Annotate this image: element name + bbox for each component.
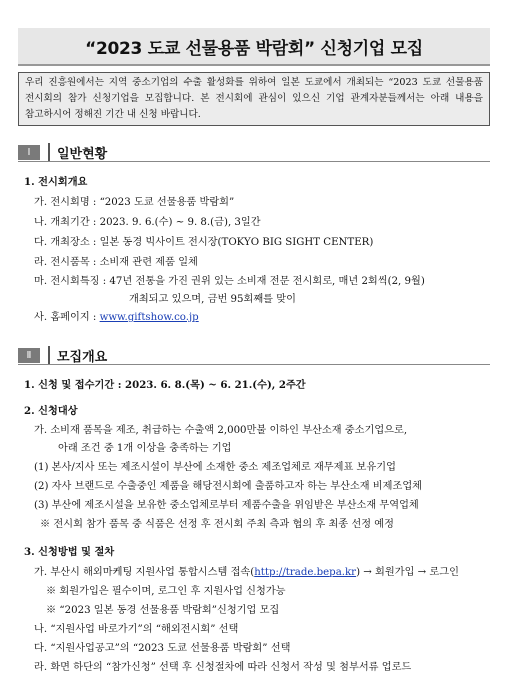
section-1-number: Ⅰ (18, 145, 40, 160)
page-title: “2023 도쿄 선물용품 박람회” 신청기업 모집 (85, 38, 423, 59)
target-heading: 2. 신청대상 (24, 405, 78, 417)
list-item: ※ 회원가입은 필수이며, 로그인 후 지원사업 신청가능 (46, 586, 286, 597)
list-item: 라. 전시품목 : 소비재 관련 제품 일체 (34, 257, 198, 268)
list-item: 다. “지원사업공고”의 “2023 도쿄 선물용품 박람회” 선택 (34, 643, 291, 654)
list-item: 아래 조건 중 1개 이상을 충족하는 기업 (58, 443, 232, 454)
homepage-link[interactable]: www.giftshow.co.jp (99, 312, 199, 323)
list-item: (2) 자사 브랜드로 수출중인 제품을 해당전시회에 출품하고자 하는 부산소재 비제조업체 (34, 481, 423, 492)
section-1-title: 일반현황 (57, 146, 108, 162)
section-divider (48, 346, 50, 364)
method-text: ) → 회원가입 → 로그인 (356, 567, 459, 578)
method-row-a (34, 565, 459, 580)
list-item: 나. 개최기간 : 2023. 9. 6.(수) ~ 9. 8.(금), 3일간 (34, 217, 261, 228)
trade-link[interactable]: http://trade.bepa.kr (254, 567, 357, 578)
section-2-header (18, 345, 490, 365)
list-item: 라. 화면 하단의 “참가신청” 선택 후 신청절차에 따라 신청서 작성 및 첨부서류 업로드 (34, 662, 412, 673)
page-title-bar (18, 28, 490, 66)
section-rule (18, 364, 490, 365)
intro-box: 우리 진흥원에서는 지역 중소기업의 수출 활성화를 위하여 일본 도쿄에서 개최되는 “2023 도쿄 선물용품 전시회의 참가 신청기업을 모집합니다. 본 전시회에 관심이 있으신 기업 관계자분들께서는 아래 내용을 참고하시어 정해진 기간 내 신청 바랍니다. (18, 72, 490, 126)
list-item: 마. 전시회특징 : 47년 전통을 가진 권위 있는 소비재 전문 전시회로, 매년 2회씩(2, 9월) (34, 276, 425, 287)
section-1-header (18, 142, 490, 162)
list-item: 가. 전시회명 : “2023 도쿄 선물용품 박람회” (34, 197, 235, 208)
list-item: (3) 부산에 제조시설을 보유한 중소업체로부터 제품수출을 위임받은 부산소재 무역업체 (34, 500, 419, 511)
list-item: 다. 개최장소 : 일본 동경 빅사이트 전시장(TOKYO BIG SIGHT CENTER) (34, 237, 374, 248)
homepage-label: 사. 홈페이지 : (34, 312, 100, 323)
method-text: 가. 부산시 해외마케팅 지원사업 통합시스템 접속( (34, 567, 255, 578)
list-item: 가. 소비재 품목을 제조, 취급하는 수출액 2,000만불 이하인 부산소재 중소기업으로, (34, 425, 408, 436)
list-item: (1) 본사/지사 또는 제조시설이 부산에 소재한 중소 제조업체로 재무제표 보유기업 (34, 462, 396, 473)
section-2-title: 모집개요 (57, 349, 108, 365)
list-item: 나. “지원사업 바로가기”의 “해외전시회” 선택 (34, 624, 239, 635)
application-period: 1. 신청 및 접수기간 : 2023. 6. 8.(목) ~ 6. 21.(수), 2주간 (24, 379, 306, 391)
section-2-number: Ⅱ (18, 348, 40, 363)
section-rule (18, 161, 490, 162)
section-divider (48, 143, 50, 161)
list-item: 개최되고 있으며, 금번 95회째를 맞이 (129, 294, 296, 305)
list-item: ※ 전시회 참가 품목 중 식품은 선정 후 전시회 주최 측과 협의 후 최종 선정 예정 (40, 519, 394, 530)
method-heading: 3. 신청방법 및 절차 (24, 546, 115, 558)
overview-heading: 1. 전시회개요 (24, 176, 88, 188)
homepage-row (34, 310, 199, 325)
list-item: ※ “2023 일본 동경 선물용품 박람회”신청기업 모집 (46, 605, 280, 616)
